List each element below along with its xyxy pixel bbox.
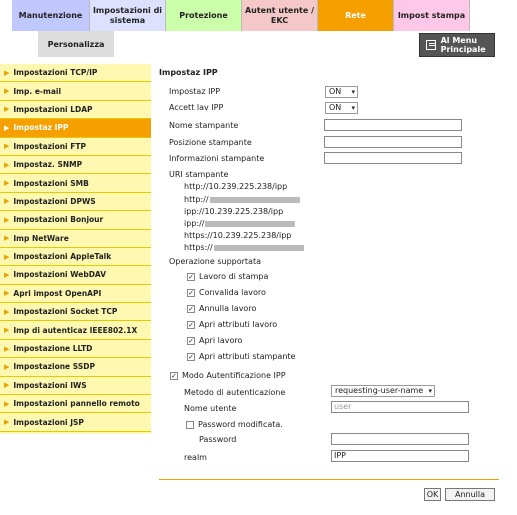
sidebar-item-label: Impostazioni LDAP: [13, 104, 93, 114]
chevron-down-icon: ▾: [351, 104, 355, 112]
chevron-down-icon: ▾: [351, 88, 355, 96]
auth-mode-checkbox[interactable]: ✓: [171, 372, 177, 380]
tab-network[interactable]: Rete: [318, 0, 394, 31]
sidebar-item[interactable]: [0, 101, 151, 119]
operation-checkbox[interactable]: ✓: [188, 353, 194, 361]
arrow-right-icon: ▶: [4, 344, 10, 353]
sidebar-item-label: Impostazione LLTD: [13, 344, 93, 354]
sidebar-item[interactable]: [0, 321, 151, 339]
arrow-right-icon: ▶: [4, 362, 10, 371]
tab-customize[interactable]: Personalizza: [38, 31, 114, 57]
main-menu-label: Al Menu Principale: [440, 36, 486, 54]
ops-label: Operazione supportata: [169, 257, 261, 266]
sidebar-item-label: Impostaz IPP: [13, 123, 69, 133]
sidebar-item[interactable]: [0, 174, 151, 192]
arrow-right-icon: ▶: [4, 307, 10, 316]
realm-input[interactable]: IPP: [331, 450, 469, 462]
arrow-right-icon: ▶: [4, 68, 10, 77]
password-modified-checkbox[interactable]: [186, 421, 194, 429]
ok-button[interactable]: OK: [424, 488, 441, 501]
sidebar-item[interactable]: [0, 230, 151, 248]
sidebar-item[interactable]: [0, 119, 151, 137]
sidebar-item[interactable]: [0, 248, 151, 266]
sidebar-item[interactable]: [0, 193, 151, 211]
operation-checkbox[interactable]: ✓: [188, 289, 194, 297]
arrow-right-icon: ▶: [4, 252, 10, 261]
tab-maintenance[interactable]: Manutenzione: [12, 0, 90, 31]
sidebar-item-label: Imp NetWare: [13, 233, 69, 243]
sidebar-item-label: Impostazioni FTP: [13, 141, 86, 151]
arrow-right-icon: ▶: [4, 326, 10, 335]
tab-user-auth[interactable]: Autent utente / EKC: [242, 0, 318, 31]
chevron-down-icon: ▾: [428, 387, 432, 395]
sidebar-item-label: Impostazioni SMB: [13, 178, 89, 188]
top-tabs: [0, 0, 517, 31]
sidebar-item[interactable]: [0, 413, 151, 431]
sidebar-item[interactable]: [0, 64, 151, 82]
password-label: Password: [199, 435, 237, 444]
arrow-right-icon: ▶: [4, 105, 10, 114]
sidebar-item[interactable]: [0, 285, 151, 303]
arrow-right-icon: ▶: [4, 270, 10, 279]
sidebar-item-label: Impostazioni WebDAV: [13, 270, 107, 280]
arrow-right-icon: ▶: [4, 418, 10, 427]
arrow-right-icon: ▶: [4, 289, 10, 298]
username-label: Nome utente: [184, 404, 237, 413]
sidebar-item-label: Impostazioni DPWS: [13, 196, 96, 206]
printer-name-label: Nome stampante: [169, 121, 239, 130]
sidebar-item[interactable]: [0, 156, 151, 174]
ipp-label: Impostaz IPP: [169, 87, 221, 96]
operation-label: Apri lavoro: [199, 336, 243, 345]
operation-label: Apri attributi stampante: [199, 352, 296, 361]
arrow-right-icon: ▶: [4, 142, 10, 151]
password-input[interactable]: [331, 433, 469, 445]
sidebar-item[interactable]: [0, 266, 151, 284]
sidebar-item-label: Impostazioni IWS: [13, 380, 87, 390]
tab-print-settings[interactable]: Impost stampa: [394, 0, 470, 31]
sidebar-item[interactable]: [0, 377, 151, 395]
uri-3: ipp://10.239.225.238/ipp: [184, 207, 284, 216]
sidebar-item[interactable]: [0, 303, 151, 321]
arrow-right-icon: ▶: [4, 399, 10, 408]
arrow-right-icon: ▶: [4, 123, 10, 132]
sidebar-item-label: Impostazioni TCP/IP: [13, 68, 98, 78]
main-form: [159, 68, 499, 79]
operation-checkbox[interactable]: ✓: [188, 305, 194, 313]
auth-mode-label: Modo Autentificazione IPP: [182, 371, 286, 380]
sidebar-item-label: Imp di autenticaz IEEE802.1X: [13, 325, 138, 335]
auth-method-select[interactable]: requesting-user-name ▾: [331, 385, 435, 397]
menu-icon: [426, 40, 436, 50]
printer-info-input[interactable]: [324, 152, 462, 164]
operation-checkbox[interactable]: ✓: [188, 321, 194, 329]
arrow-right-icon: ▶: [4, 160, 10, 169]
sidebar-item-label: Imp. e-mail: [13, 86, 62, 96]
auth-method-label: Metodo di autenticazione: [184, 388, 286, 397]
tab-security[interactable]: Protezione: [166, 0, 242, 31]
printer-location-input[interactable]: [324, 136, 462, 148]
printer-info-label: Informazioni stampante: [169, 154, 265, 163]
printer-location-label: Posizione stampante: [169, 138, 252, 147]
sidebar-item-label: Impostazioni pannello remoto: [13, 399, 140, 409]
uri-6: https://: [184, 243, 304, 252]
sidebar-item[interactable]: [0, 358, 151, 376]
sidebar-item[interactable]: [0, 340, 151, 358]
operation-label: Apri attributi lavoro: [199, 320, 278, 329]
tab-system-settings[interactable]: Impostazioni di sistema: [90, 0, 166, 31]
sidebar-item[interactable]: [0, 211, 151, 229]
arrow-right-icon: ▶: [4, 179, 10, 188]
arrow-right-icon: ▶: [4, 87, 10, 96]
sidebar-item-label: Impostazioni Socket TCP: [13, 307, 118, 317]
arrow-right-icon: ▶: [4, 197, 10, 206]
sidebar-item-label: Impostazioni Bonjour: [13, 215, 104, 225]
operation-label: Annulla lavoro: [199, 304, 257, 313]
uri-2: http://: [184, 195, 300, 204]
main-menu-button[interactable]: [419, 33, 495, 57]
arrow-right-icon: ▶: [4, 215, 10, 224]
cancel-button[interactable]: Annulla: [445, 488, 495, 501]
password-modified-label: Password modificata.: [198, 420, 283, 429]
sidebar-item-label: Impostazioni JSP: [13, 417, 84, 427]
operation-label: Lavoro di stampa: [199, 272, 269, 281]
sidebar: [0, 64, 151, 434]
form-title: Impostaz IPP: [159, 68, 218, 77]
printer-name-input[interactable]: [324, 119, 462, 131]
uri-1: http://10.239.225.238/ipp: [184, 182, 288, 191]
arrow-right-icon: ▶: [4, 234, 10, 243]
sidebar-item-label: Apri impost OpenAPI: [13, 288, 102, 298]
uri-label: URI stampante: [169, 170, 229, 179]
sidebar-item-label: Impostazioni AppleTalk: [13, 252, 112, 262]
operation-checkbox[interactable]: ✓: [188, 337, 194, 345]
sidebar-item[interactable]: [0, 395, 151, 413]
sidebar-item[interactable]: [0, 82, 151, 100]
ipp-select[interactable]: ON ▾: [325, 86, 358, 98]
accept-select[interactable]: ON ▾: [325, 102, 358, 114]
uri-5: https://10.239.225.238/ipp: [184, 231, 292, 240]
username-input[interactable]: user: [331, 401, 469, 413]
accept-label: Accett lav IPP: [169, 103, 224, 112]
sidebar-item-label: Impostaz. SNMP: [13, 160, 83, 170]
uri-4: ipp://: [184, 219, 295, 228]
realm-label: realm: [184, 453, 207, 462]
operation-checkbox[interactable]: ✓: [188, 273, 194, 281]
sidebar-item-label: Impostazione SSDP: [13, 362, 95, 372]
sidebar-item[interactable]: [0, 138, 151, 156]
arrow-right-icon: ▶: [4, 381, 10, 390]
divider: [159, 479, 499, 480]
operation-label: Convalida lavoro: [199, 288, 266, 297]
